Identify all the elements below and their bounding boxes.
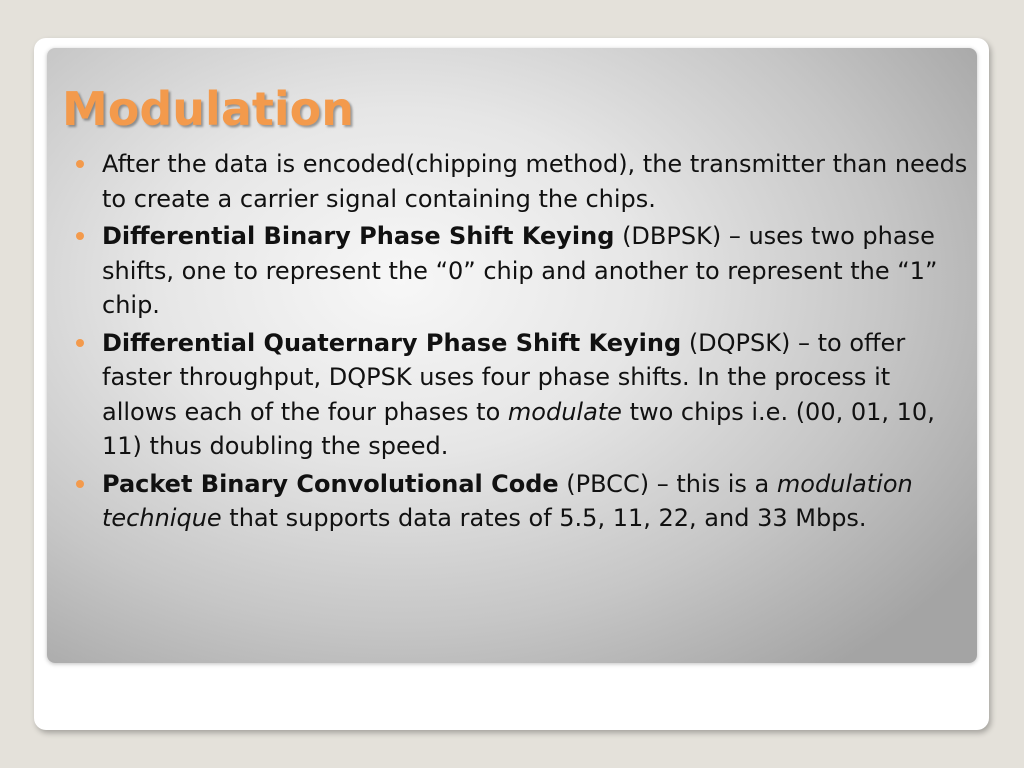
bullet-text: After the data is encoded(chipping method), the transmitter than needs to create a carrier signal containing the chips. (102, 150, 968, 213)
bullet-item (102, 467, 972, 536)
bullet-dot-icon (76, 160, 84, 168)
bullet-text: two chips i.e. (00, 01, 10, 11) thus doubling the speed. (102, 397, 935, 460)
bullet-italic-text: modulate (507, 397, 622, 426)
bullet-item (102, 219, 972, 323)
bullet-dot-icon (76, 480, 84, 488)
bullet-list (102, 147, 972, 539)
slide-title: Modulation (62, 82, 354, 136)
bullet-text: that supports data rates of 5.5, 11, 22, and 33 Mbps. (221, 504, 867, 532)
bullet-term: Packet Binary Convolutional Code (102, 469, 559, 498)
bullet-item (102, 326, 972, 464)
bullet-item (102, 147, 972, 216)
bullet-term: Differential Quaternary Phase Shift Keying (102, 328, 682, 357)
bullet-text: (DBPSK) – uses two phase shifts, one to represent the “0” chip and another to represent the “1” chip. (102, 222, 938, 319)
bullet-italic-text: modulation technique (102, 469, 913, 532)
bullet-text: (PBCC) – this is a (558, 469, 777, 498)
bullet-dot-icon (76, 232, 84, 240)
bullet-text: (DQPSK) – to offer faster throughput, DQPSK uses four phase shifts. In the process it allows each of the four phases to (102, 328, 906, 426)
bullet-dot-icon (76, 339, 84, 347)
bullet-term: Differential Binary Phase Shift Keying (102, 222, 615, 250)
